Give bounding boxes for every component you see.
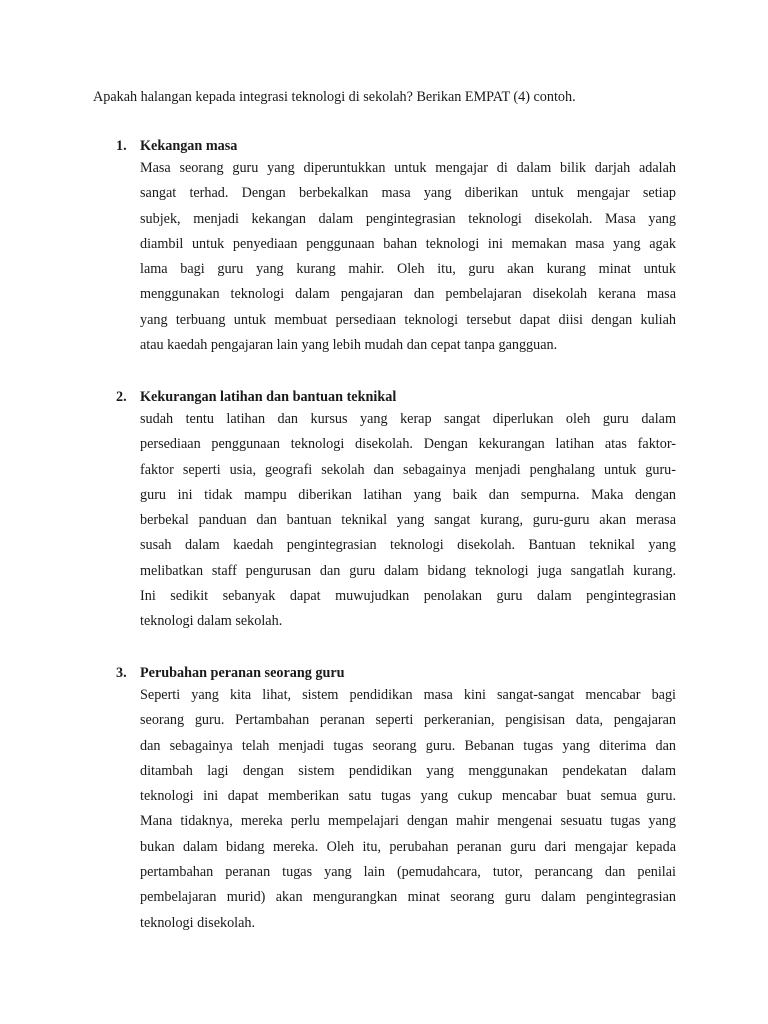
- paragraph-line: Seperti yang kita lihat, sistem pendidikan masa kini sangat-sangat mencabar bagi: [140, 687, 676, 703]
- section-heading: [116, 387, 676, 407]
- paragraph-line: diambil untuk penyediaan penggunaan bahan teknologi ini memakan masa yang agak: [140, 235, 676, 252]
- paragraph-line: yang terbuang untuk membuat persediaan teknologi tersebut dapat diisi dengan kuliah: [140, 311, 676, 328]
- paragraph-line: teknologi disekolah.: [140, 914, 256, 931]
- section-body: [140, 156, 676, 358]
- paragraph-line: bukan dalam bidang mereka. Oleh itu, perubahan peranan guru dari mengajar kepada: [140, 838, 676, 855]
- paragraph-line: pembelajaran murid) akan mengurangkan minat seorang guru dalam pengintegrasian: [140, 889, 676, 906]
- paragraph-line: melibatkan staff pengurusan dan guru dalam bidang teknologi juga sangatlah kurang.: [140, 562, 676, 579]
- paragraph-line: susah dalam kaedah pengintegrasian teknologi disekolah. Bantuan teknikal yang: [140, 537, 676, 554]
- question-text: Apakah halangan kepada integrasi teknologi di sekolah? Berikan EMPAT (4) contoh.: [93, 89, 576, 105]
- paragraph-line: atau kaedah pengajaran lain yang lebih mudah dan cepat tanpa gangguan.: [140, 337, 558, 354]
- section-1: [116, 136, 676, 358]
- paragraph-line: lama bagi guru yang kurang mahir. Oleh itu, guru akan kurang minat untuk: [140, 261, 676, 278]
- section-heading: [116, 663, 676, 683]
- section-title: Kekurangan latihan dan bantuan teknikal: [140, 389, 397, 405]
- section-title: Kekangan masa: [140, 138, 238, 154]
- section-body: [140, 683, 676, 936]
- paragraph-line: persediaan penggunaan teknologi disekolah. Dengan kekurangan latihan atas faktor-: [140, 436, 676, 453]
- paragraph-line: menggunakan teknologi dalam pengajaran dan pembelajaran disekolah kerana masa: [140, 286, 676, 303]
- paragraph-line: Masa seorang guru yang diperuntukkan untuk mengajar di dalam bilik darjah adalah: [140, 160, 676, 176]
- paragraph-line: faktor seperti usia, geografi sekolah dan sebagainya menjadi penghalang untuk guru-: [140, 461, 676, 478]
- paragraph-line: dan sebagainya telah menjadi tugas seorang guru. Bebanan tugas yang diterima dan: [140, 737, 676, 754]
- paragraph-line: guru ini tidak mampu diberikan latihan yang baik dan sempurna. Maka dengan: [140, 486, 676, 503]
- section-heading: [116, 136, 676, 156]
- section-number: 3.: [116, 665, 127, 681]
- section-body: [140, 407, 676, 635]
- section-2: [116, 387, 676, 635]
- section-3: [116, 663, 676, 936]
- paragraph-line: berbekal panduan dan bantuan teknikal yang sangat kurang, guru-guru akan merasa: [140, 512, 676, 529]
- paragraph-line: subjek, menjadi kekangan dalam pengintegrasian teknologi disekolah. Masa yang: [140, 210, 676, 227]
- paragraph-line: teknologi dalam sekolah.: [140, 613, 283, 630]
- section-number: 1.: [116, 138, 127, 154]
- paragraph-line: pertambahan peranan tugas yang lain (pemudahcara, tutor, perancang dan penilai: [140, 864, 676, 881]
- section-title: Perubahan peranan seorang guru: [140, 665, 345, 681]
- paragraph-line: teknologi ini dapat memberikan satu tugas yang cukup mencabar buat semua guru.: [140, 788, 676, 805]
- paragraph-line: seorang guru. Pertambahan peranan seperti perkeranian, pengisisan data, pengajaran: [140, 712, 676, 729]
- paragraph-line: Ini sedikit sebanyak dapat muwujudkan penolakan guru dalam pengintegrasian: [140, 588, 676, 605]
- paragraph-line: sangat terhad. Dengan berbekalkan masa yang diberikan untuk mengajar setiap: [140, 185, 676, 202]
- paragraph-line: ditambah lagi dengan sistem pendidikan yang menggunakan pendekatan dalam: [140, 762, 676, 779]
- paragraph-line: sudah tentu latihan dan kursus yang kerap sangat diperlukan oleh guru dalam: [140, 411, 676, 427]
- paragraph-line: Mana tidaknya, mereka perlu mempelajari dengan mahir mengenai sesuatu tugas yang: [140, 813, 676, 830]
- section-number: 2.: [116, 389, 127, 405]
